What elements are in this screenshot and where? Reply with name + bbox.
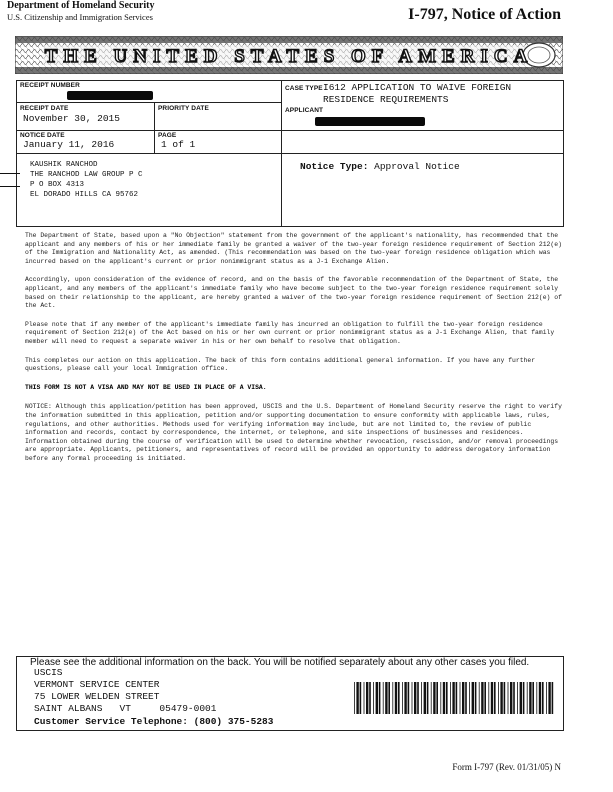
barcode-bar	[510, 682, 512, 714]
barcode-bar	[446, 682, 448, 714]
receipt-date-value: November 30, 2015	[23, 113, 120, 124]
barcode-bar	[479, 682, 480, 714]
addressee-name: KAUSHIK RANCHOD	[30, 161, 98, 169]
barcode-bar	[536, 682, 537, 714]
barcode-bar	[475, 682, 477, 714]
form-number: Form I-797 (Rev. 01/31/05) N	[452, 762, 561, 772]
body-paragraph: Please note that if any member of the applicant's immediate family has incurred an obligation to fulfill the two-year foreign residence requirement of Section 212(e) of the Act based on his or her own current or prior nonimmigrant status as a J-1 Exchange Alien, that family member will need to request a separate waiver in his or her own behalf to resolve that obligation.	[25, 320, 555, 345]
barcode-bar	[494, 682, 496, 714]
margin-tick	[0, 173, 20, 174]
barcode-bar	[395, 682, 397, 714]
barcode-bar	[552, 682, 554, 714]
barcode	[354, 682, 554, 714]
barcode-bar	[527, 682, 528, 714]
barcode-bar	[414, 682, 416, 714]
barcode-bar	[360, 682, 362, 714]
barcode-bar	[408, 682, 410, 714]
case-type-label: CASE TYPE	[285, 85, 323, 92]
banner-graphic	[15, 36, 563, 74]
barcode-bar	[379, 682, 381, 714]
barcode-bar	[450, 682, 451, 714]
barcode-bar	[456, 682, 458, 714]
body-paragraph: The Department of State, based upon a "No Objection" statement from the government of the applicant's nationality, has recommended that the applicant and any members of his or her immediate family be granted a waiver of the two-year foreign residence requirement of Section 212(e) of the Immigration and Nationality Act, as amended. (This recommendation was based on the two-year foreign residence obligation which was incurred based on the applicant's current or prior nonimmigrant status as a J-1 Exchange Alien.	[25, 232, 562, 265]
agency-name: Department of Homeland Security	[7, 0, 155, 11]
visa-warning: THIS FORM IS NOT A VISA AND MAY NOT BE USED IN PLACE OF A VISA.	[25, 383, 267, 391]
barcode-bar	[462, 682, 464, 714]
notice-type	[300, 161, 460, 172]
form-title: I-797, Notice of Action	[408, 6, 561, 23]
barcode-bar	[542, 682, 544, 714]
page-label: PAGE	[158, 132, 177, 139]
barcode-bar	[498, 682, 499, 714]
barcode-bar	[424, 682, 426, 714]
notice-date-value: January 11, 2016	[23, 139, 115, 150]
office-agency: USCIS	[34, 667, 63, 678]
barcode-bar	[364, 682, 365, 714]
barcode-bar	[484, 682, 486, 714]
agency-subname: U.S. Citizenship and Immigration Services	[7, 12, 153, 22]
barcode-bar	[354, 682, 355, 714]
notice-body	[25, 232, 565, 473]
barcode-bar	[366, 682, 368, 714]
barcode-bar	[412, 682, 413, 714]
notice-type-label: Notice Type:	[300, 161, 369, 172]
barcode-bar	[402, 682, 403, 714]
addressee-firm: THE RANCHOD LAW GROUP P C	[30, 171, 143, 179]
receipt-date-label: RECEIPT DATE	[20, 105, 69, 112]
barcode-bar	[488, 682, 489, 714]
priority-date-label: PRIORITY DATE	[158, 105, 209, 112]
barcode-bar	[443, 682, 445, 714]
barcode-bar	[436, 682, 438, 714]
barcode-bar	[433, 682, 435, 714]
barcode-bar	[404, 682, 406, 714]
barcode-bar	[388, 682, 390, 714]
office-street: 75 LOWER WELDEN STREET	[34, 691, 160, 702]
margin-tick	[0, 186, 20, 187]
office-name: VERMONT SERVICE CENTER	[34, 679, 160, 690]
banner-title: THE UNITED STATES OF AMERICA	[44, 46, 534, 67]
body-paragraph: Accordingly, upon consideration of the evidence of record, and on the basis of the favorable recommendation of the Department of State, the applicant, and any members of the applicant's immediate family who have become subject to the two-year foreign residence requirement solely based on their relationship to the applicant, are hereby granted a waiver of the two-year foreign residence requirement of Section 212(e) of the Act.	[25, 276, 562, 310]
addressee-po-box: P O BOX 4313	[30, 181, 85, 189]
barcode-bar	[472, 682, 474, 714]
footer-note: Please see the additional information on the back. You will be notified separately about any other cases you filed.	[30, 657, 530, 668]
barcode-bar	[417, 682, 419, 714]
barcode-bar	[500, 682, 502, 714]
notice-date-label: NOTICE DATE	[20, 132, 65, 139]
case-type-value: I612 APPLICATION TO WAIVE FOREIGN RESIDENCE REQUIREMENTS	[323, 82, 512, 105]
office-city: SAINT ALBANS VT 05479-0001	[34, 703, 217, 714]
barcode-bar	[465, 682, 467, 714]
receipt-number-label: RECEIPT NUMBER	[20, 82, 80, 89]
barcode-bar	[427, 682, 429, 714]
banner	[15, 36, 563, 74]
barcode-bar	[517, 682, 518, 714]
case-info-grid	[16, 80, 564, 227]
barcode-bar	[369, 682, 371, 714]
barcode-bar	[373, 682, 374, 714]
applicant-label: APPLICANT	[285, 107, 324, 114]
verification-notice: NOTICE: Although this application/petition has been approved, USCIS and the U.S. Department of Homeland Security reserve the right to verify the information submitted in this application, petition and/or supporting documentation to ensure conformity with applicable laws, rules, regulations, and other authorities. Methods used for verifying information may include, but are not limited to, the review of public information and records, contact by correspondence, the internet, or telephone, and site inspections of businesses and residences. Information obtained during the course of verification will be used to determine whether revocation, rescission, and/or removal proceedings are appropriate. Applicants, petitioners, and representatives of record will be provided an opportunity to address derogatory information before any formal proceeding is initiated.	[25, 403, 562, 462]
redacted-applicant-name	[315, 117, 425, 126]
barcode-bar	[508, 682, 509, 714]
barcode-bar	[532, 682, 534, 714]
customer-service-phone: Customer Service Telephone: (800) 375-5283	[34, 716, 274, 727]
body-paragraph: This completes our action on this application. The back of this form contains additional general information. If you have any further questions, please call your local Immigration office.	[25, 356, 536, 373]
barcode-bar	[398, 682, 400, 714]
barcode-bar	[383, 682, 384, 714]
barcode-bar	[452, 682, 454, 714]
barcode-bar	[460, 682, 461, 714]
barcode-bar	[356, 682, 358, 714]
barcode-bar	[469, 682, 470, 714]
barcode-bar	[481, 682, 483, 714]
barcode-bar	[385, 682, 387, 714]
barcode-bar	[548, 682, 550, 714]
barcode-bar	[513, 682, 515, 714]
barcode-bar	[546, 682, 547, 714]
barcode-bar	[431, 682, 432, 714]
barcode-bar	[523, 682, 525, 714]
barcode-bar	[504, 682, 506, 714]
barcode-bar	[392, 682, 393, 714]
barcode-bar	[529, 682, 531, 714]
addressee-city: EL DORADO HILLS CA 95762	[30, 191, 139, 199]
barcode-bar	[520, 682, 522, 714]
barcode-bar	[539, 682, 541, 714]
page-value: 1 of 1	[161, 139, 196, 150]
barcode-bar	[376, 682, 378, 714]
redacted-receipt-number	[67, 91, 153, 100]
barcode-bar	[491, 682, 493, 714]
notice-type-value: Approval Notice	[374, 161, 460, 172]
barcode-bar	[440, 682, 441, 714]
barcode-bar	[421, 682, 422, 714]
